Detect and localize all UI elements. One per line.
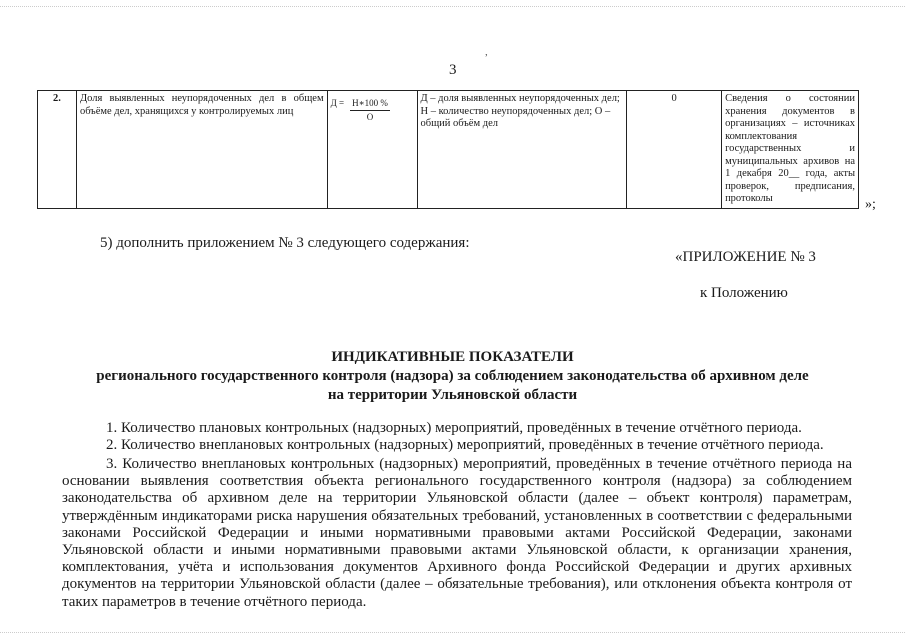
table-row <box>38 91 859 209</box>
amendment-item-5: 5) дополнить приложением № 3 следующего содержания: <box>100 235 470 251</box>
appendix-reference: к Положению <box>700 285 788 301</box>
row-number: 2. <box>38 91 77 209</box>
indicator-name: Доля выявленных неупорядоченных дел в общем объёме дел, хранящихся у контролируемых лиц <box>76 91 327 209</box>
formula-left: Д = <box>330 98 345 108</box>
document-subtitle-line2: на территории Ульяновской области <box>327 387 578 403</box>
variables-description: Д – доля выявленных неупорядоченных дел; Н – количество неупорядоченных дел; О – общий объём дел <box>417 91 627 209</box>
document-title: ИНДИКАТИВНЫЕ ПОКАЗАТЕЛИ <box>331 349 574 365</box>
formula-denominator: О <box>366 111 374 122</box>
closing-quote: »; <box>865 197 876 212</box>
paragraph-2: 2. Количество внеплановых контрольных (надзорных) мероприятий, проведённых в течение отчётного периода. <box>106 437 824 453</box>
scan-edge-top <box>0 6 905 15</box>
scan-mark: , <box>485 46 488 58</box>
appendix-heading: «ПРИЛОЖЕНИЕ № 3 <box>675 249 816 265</box>
formula-fraction <box>350 97 390 123</box>
paragraph-1: 1. Количество плановых контрольных (надзорных) мероприятий, проведённых в течение отчётного периода. <box>106 420 802 436</box>
formula-cell <box>327 91 417 209</box>
page-number: 3 <box>449 62 457 78</box>
data-source: Сведения о состоянии хранения документов в организациях – источниках комплектования государственных и муниципальных архивов на 1 декабря 20__ года, акты проверок, предписания, протоколы <box>722 91 859 209</box>
document-subtitle-line1: регионального государственного контроля (надзора) за соблюдением законодательства об архивном деле <box>96 368 809 384</box>
formula-numerator: Н∗100 % <box>350 97 390 111</box>
scan-edge-bottom <box>0 632 905 633</box>
target-value: 0 <box>627 91 722 209</box>
paragraph-3: 3. Количество внеплановых контрольных (надзорных) мероприятий, проведённых в течение отчётного периода на основании выявления соответствия объекта регионального государственного контроля (надзора) за соблюдением законодательства об архивном деле на территории Ульяновской области (далее – объект контроля) параметрам, утверждённым индикаторами риска нарушения обязательных требований, установленных в соответствии с федеральными законами Российской Федерации и иными нормативными правовыми актами Российской Федерации, законами Ульяновской области и иными нормативными правовыми актами Ульяновской области, к организации хранения, комплектования, учёта и использования документов Архивного фонда Российской Федерации и других архивных документов на территории Ульяновской области (далее – обязательные требования), или отклонения объекта контроля от таких параметров в течение отчётного периода. <box>62 456 852 610</box>
indicator-table <box>37 90 859 209</box>
